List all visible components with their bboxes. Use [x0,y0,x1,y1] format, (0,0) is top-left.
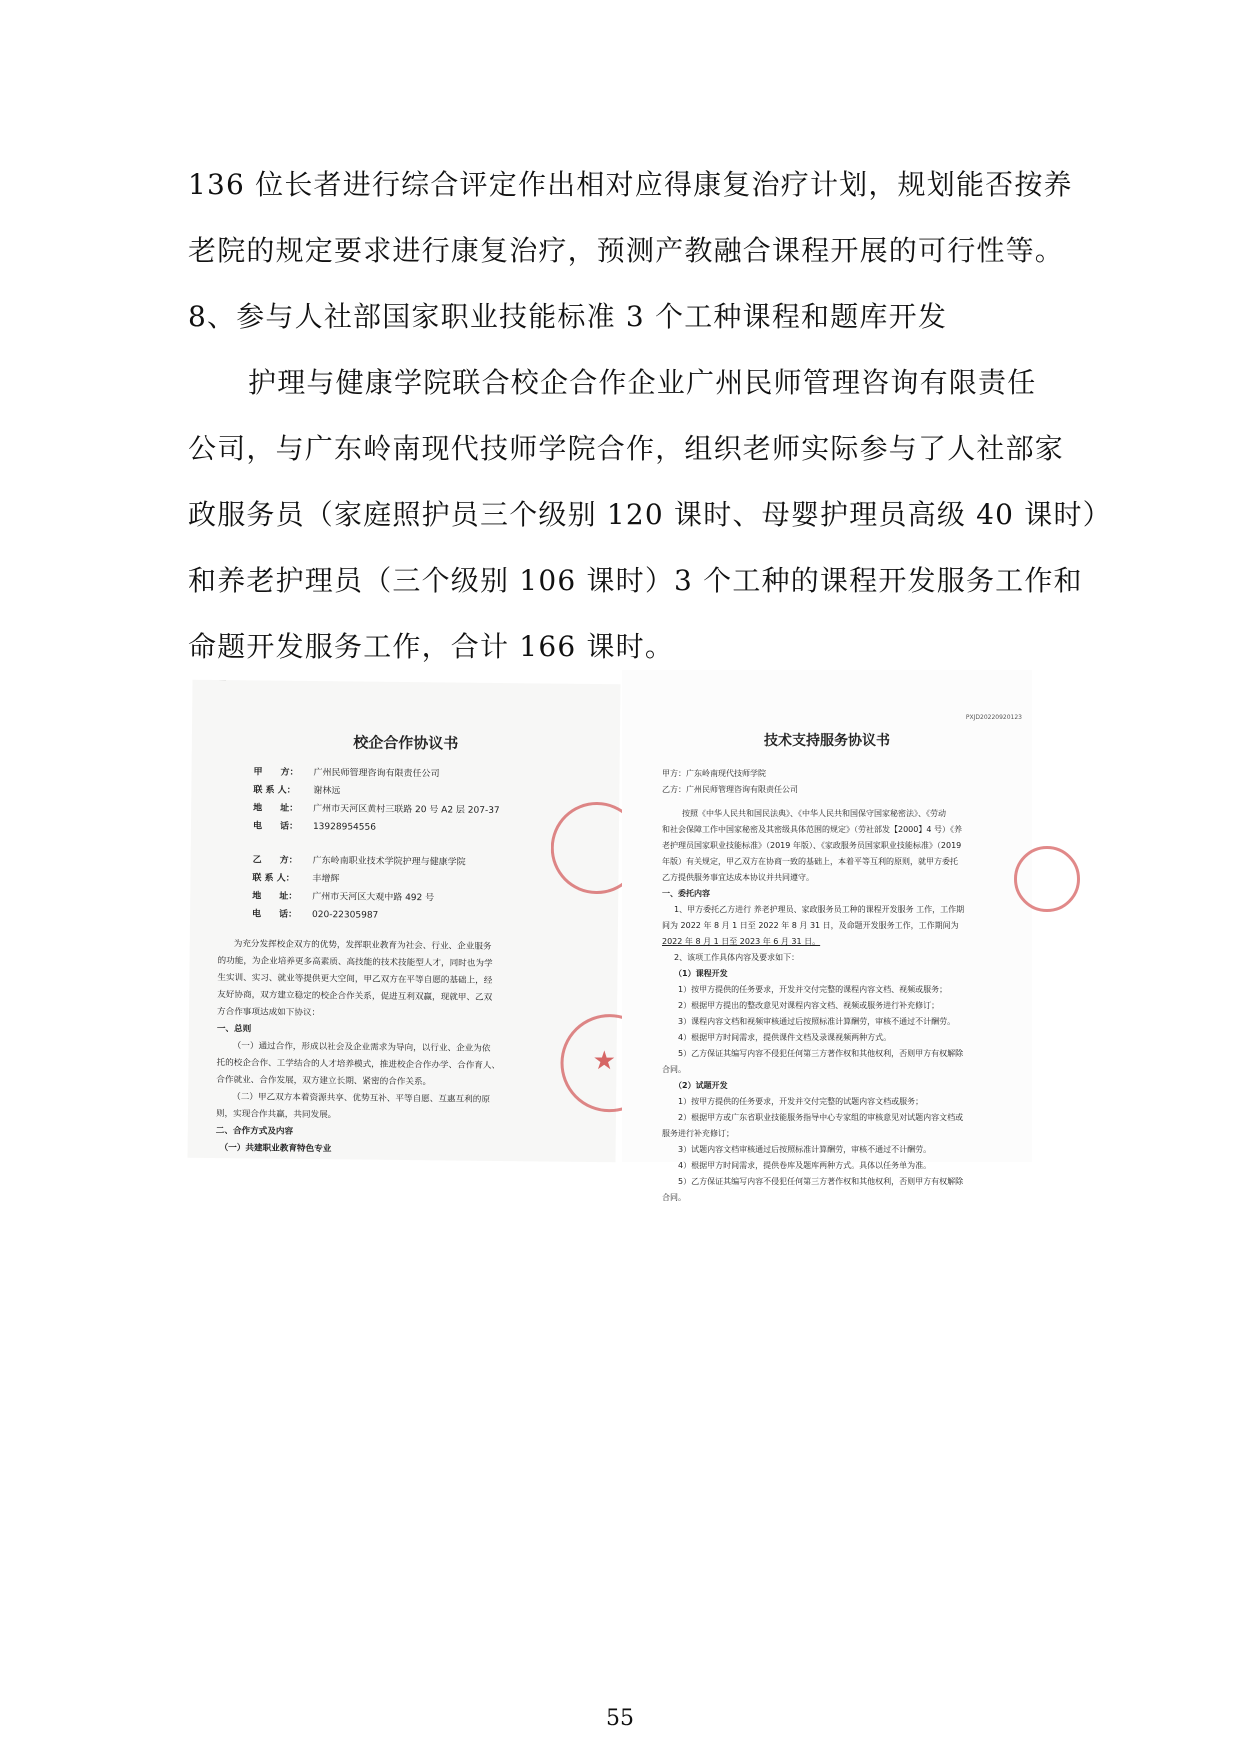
doc-title: 技术支持服务协议书 [764,733,890,749]
cooperation-agreement-scan [188,680,621,1162]
party-b-contact: 联 系 人： 丰增辉 [252,873,340,885]
party-a-address: 地 址： 广州市天河区黄村三联路 20 号 A2 层 207-37 [253,803,500,816]
doc-code: PXJD20220920123 [965,714,1022,721]
doc-title: 校企合作协议书 [353,733,459,753]
doc-section-heading: 一、总则 [216,1024,252,1035]
doc-section-heading: 二、合作方式及内容 [215,1126,294,1137]
paragraph-line: 命题开发服务工作，合计 166 课时。 [188,630,675,663]
paragraph-line: 和养老护理员（三个级别 106 课时）3 个工种的课程开发服务工作和 [188,564,1083,597]
doc-body: 甲方：广东岭南现代技师学院 乙方：广州民师管理咨询有限责任公司 按照《中华人民共和国民法典》、《中华人民共和国保守国家秘密法》、《劳动 和社会保障工作中国家秘密及其密级具体范围的规定》（劳社部发【2000】4 号）《养 老护理员国家职业技能标准》（2019 年版）、《家政服务员国家职业技能标准》（2019 年版）有关规定，甲乙双方在协商一致的基础上，本着平等互利的原则，就甲方委托 乙方提供服务事宜达成本协议并共同遵守。 一、委托内容 1、甲方委托乙方进行 养老护理员、家政服务员工种的课程开发服务 工作，工作期 间为 2022 年 8 月 1 日至 2022 年 8 月 31 日，及命题开发服务工作，工作期间为 2022 年 8 月 1 日至 2023 年 6 月 31 日。 2、该项工作具体内容及要求如下： （1）课程开发 1）按甲方提供的任务要求，开发并交付完整的课程内容文档、视频或服务； 2）根据甲方提出的整改意见对课程内容文档、视频或服务进行补充修订； 3）课程内容文档和视频审核通过后按照标准计算酬劳，审核不通过不计酬劳。 4）根据甲方时间需求，提供课件文档及录课视频两种方式。 5）乙方保证其编写内容不侵犯任何第三方著作权和其他权利，否则甲方有权解除 合同。 （2）试题开发 1）按甲方提供的任务要求，开发并交付完整的试题内容文档或服务； 2）根据甲方或广东省职业技能服务指导中心专家组的审核意见对试题内容文档或 服务进行补充修订； 3）试题内容文档审核通过后按照标准计算酬劳，审核不通过不计酬劳。 4）根据甲方时间需求，提供卷库及题库两种方式。具体以任务单为准。 5）乙方保证其编写内容不侵犯任何第三方著作权和其他权利，否则甲方有权解除 合同。 [662,769,965,1202]
doc-section-heading: 一、委托内容 [662,889,710,898]
paragraph-line: 老院的规定要求进行康复治疗，预测产教融合课程开展的可行性等。 [188,234,1065,267]
party-a-contact: 联 系 人： 谢林远 [253,785,341,797]
party-a-name: 甲 方： 广州民师管理咨询有限责任公司 [253,767,440,780]
party-b-phone: 电 话： 020-22305987 [252,909,379,921]
tech-support-agreement-scan [622,670,1032,1202]
doc-body: 为充分发挥校企双方的优势，发挥职业教育为社会、行业、企业服务 的功能，为企业培养更多高素质、高技能的技术技能型人才，同时也为学 生实训、实习、就业等提供更大空间，甲乙双方在平等自愿的基础上，经 友好协商，双方建立稳定的校企合作关系，促进互利双赢，现就甲、乙双 方合作事项达成如下协议： 一、总则 （一）通过合作，形成以社会及企业需求为导向，以行业、企业为依 托的校企合作、工学结合的人才培养模式，推进校企合作办学、合作育人、 合作就业、合作发展，双方建立长期、紧密的合作关系。 （二）甲乙双方本着资源共享、优势互补、平等自愿、互惠互利的原 则，实现合作共赢，共同发展。 二、合作方式及内容 （一）共建职业教育特色专业 [215,939,501,1155]
party-b-address: 地 址： 广州市天河区大观中路 492 号 [252,891,435,904]
paragraph-line: 136 位长者进行综合评定作出相对应得康复治疗计划，规划能否按养 [188,168,1073,201]
red-seal-stamp [1014,846,1080,912]
party-a-phone: 电 话： 13928954556 [252,821,377,833]
section-heading: 8、参与人社部国家职业技能标准 3 个工种课程和题库开发 [188,300,948,333]
seal-star-icon: ★ [592,1045,617,1077]
paragraph-line: 公司，与广东岭南现代技师学院合作，组织老师实际参与了人社部家 [188,432,1065,465]
paragraph-line: 护理与健康学院联合校企合作企业广州民师管理咨询有限责任 [248,366,1037,399]
page-number: 55 [606,1706,634,1731]
party-b-name: 乙 方： 广东岭南职业技术学院护理与健康学院 [252,855,466,868]
paragraph-line: 政服务员（家庭照护员三个级别 120 课时、母婴护理员高级 40 课时） [188,498,1112,531]
